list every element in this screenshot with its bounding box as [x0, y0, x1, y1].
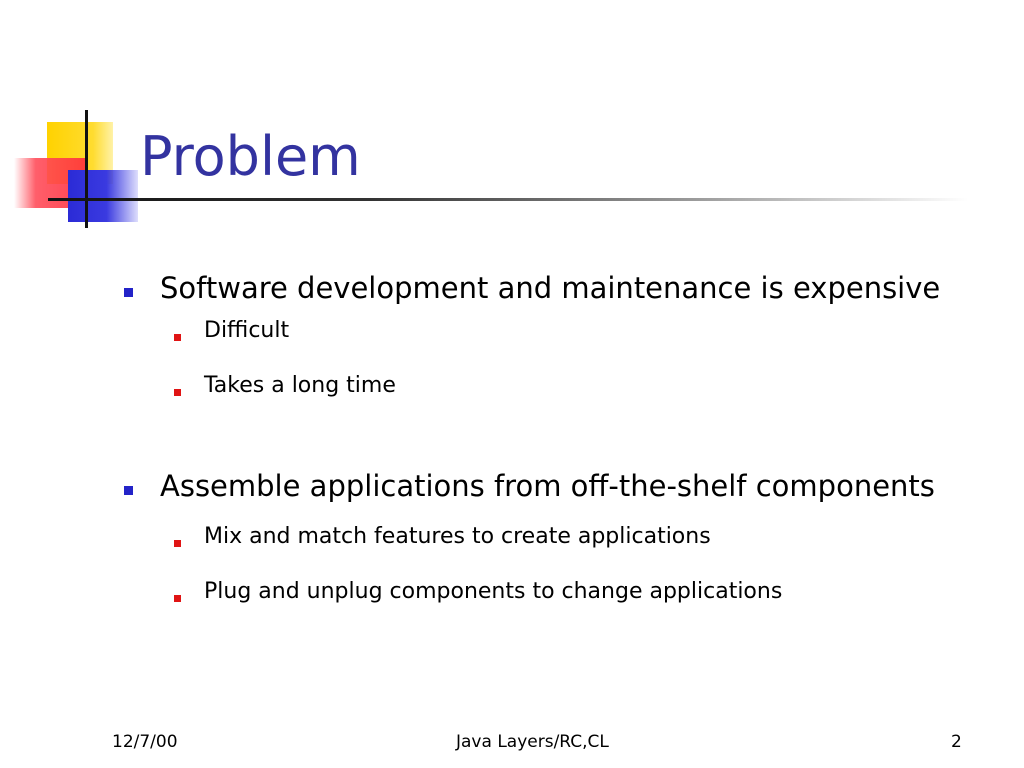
- slide-title: Problem: [140, 125, 361, 188]
- square-bullet-icon: [124, 486, 133, 495]
- sub-bullet-text: Takes a long time: [204, 373, 396, 398]
- sub-bullet-text: Mix and match features to create applications: [204, 524, 711, 549]
- title-underline-rule: [48, 198, 968, 201]
- square-bullet-icon: [174, 595, 181, 602]
- square-bullet-icon: [174, 334, 181, 341]
- square-bullet-icon: [174, 389, 181, 396]
- bullet-text: Assemble applications from off-the-shelf components: [160, 469, 935, 503]
- sub-bullet-text: Difficult: [204, 318, 290, 343]
- square-bullet-icon: [124, 288, 133, 297]
- bullet-text: Software development and maintenance is expensive: [160, 271, 941, 305]
- footer-title: Java Layers/RC,CL: [456, 732, 609, 752]
- sub-bullet-text: Plug and unplug components to change applications: [204, 579, 783, 604]
- vertical-rule-decoration: [85, 110, 88, 228]
- blue-square-decoration: [68, 170, 138, 222]
- footer-date: 12/7/00: [112, 732, 178, 752]
- footer-page-number: 2: [951, 732, 962, 752]
- square-bullet-icon: [174, 540, 181, 547]
